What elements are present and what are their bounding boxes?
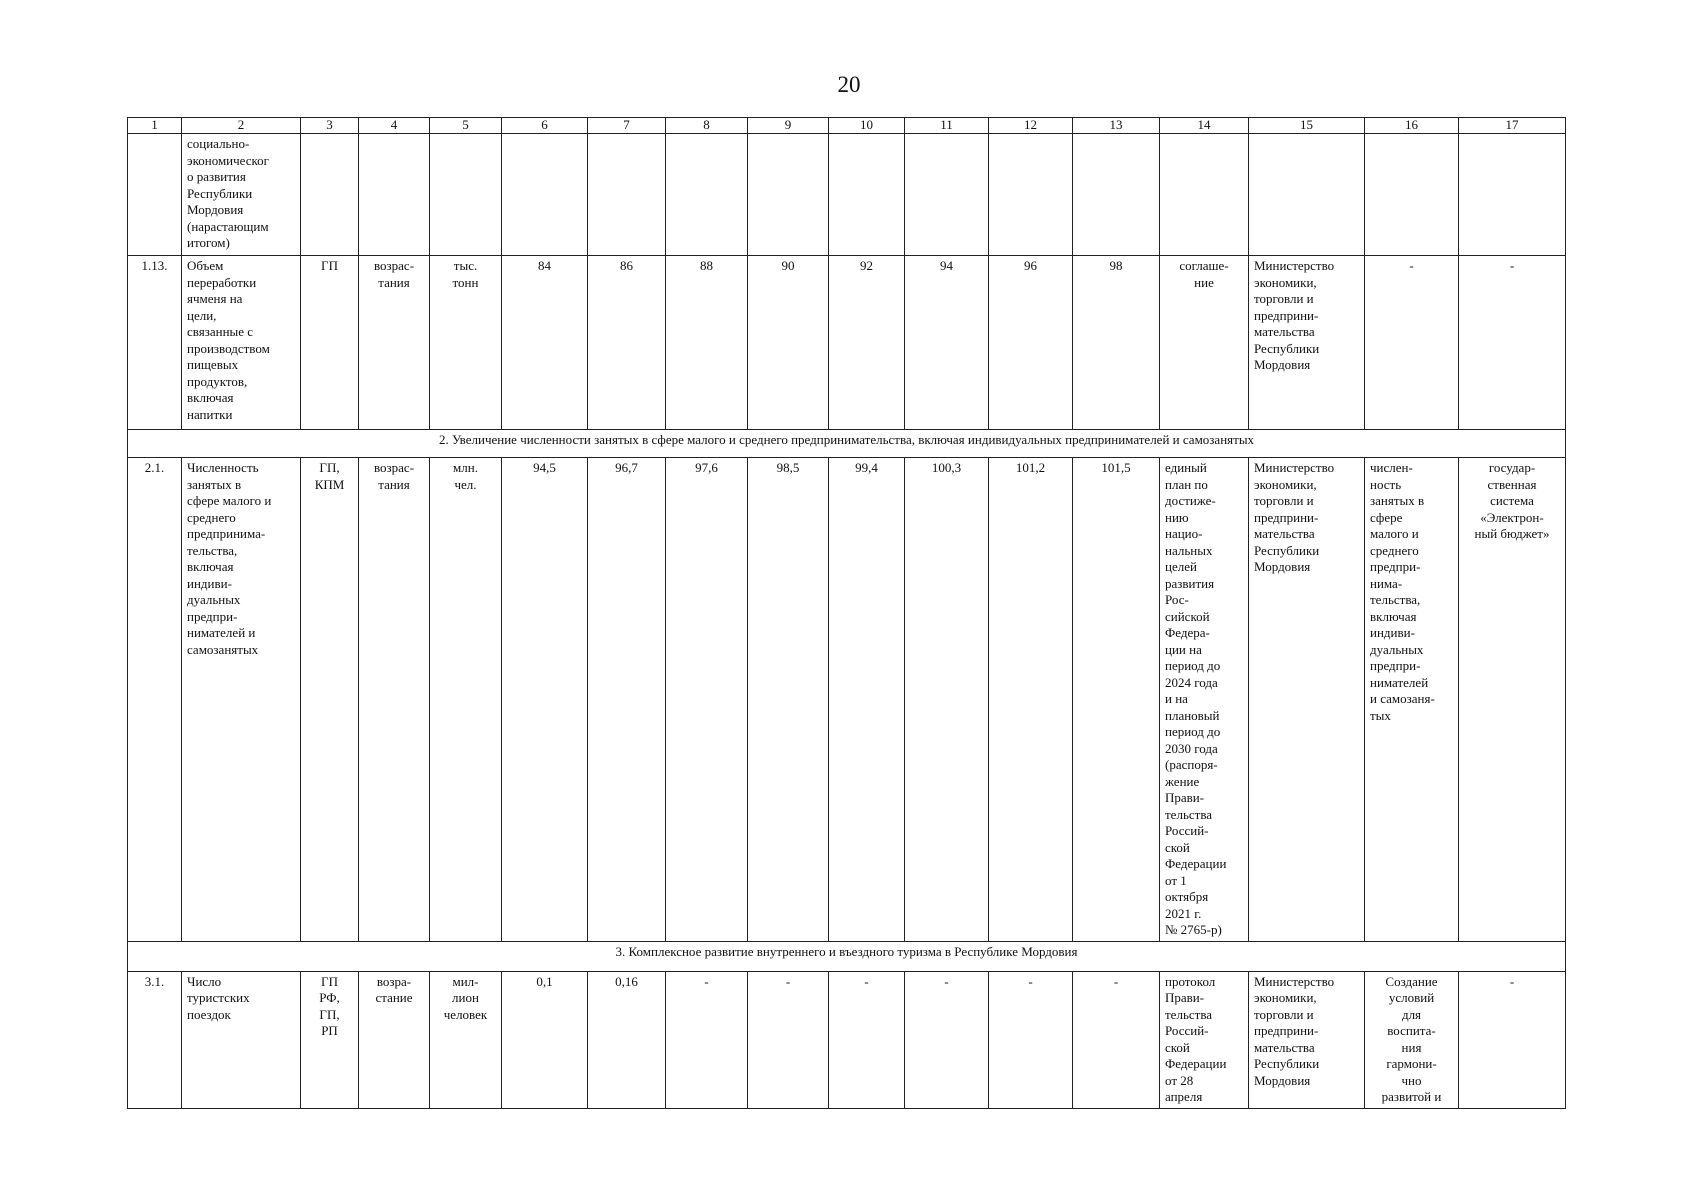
header-cell: 1: [128, 118, 182, 134]
header-cell: 3: [301, 118, 359, 134]
header-cell: 9: [748, 118, 829, 134]
row-number: 2.1.: [128, 458, 182, 942]
header-cell: 5: [430, 118, 502, 134]
value-cell: 99,4: [829, 458, 905, 942]
header-cell: 6: [502, 118, 588, 134]
source-document: единый план по достиже- нию нацио- нальных целей развития Рос- сийской Федера- ции на период до 2024 года и на плановый период до 2030 года (распоря- жение Прави- тельства Россий- ской Федерации от 1 октября 2021 г. № 2765-р): [1165, 460, 1227, 937]
value-cell: -: [748, 971, 829, 1108]
header-cell: 10: [829, 118, 905, 134]
column-16-cell: числен- ность занятых в сфере малого и среднего предпри- нима- тельства, включая индиви- дуальных предпри- нимателей и самозаня- тых: [1370, 460, 1435, 723]
column-17-cell: -: [1459, 256, 1566, 430]
value-cell: 94: [905, 256, 989, 430]
row-number: 3.1.: [128, 971, 182, 1108]
value-cell: 88: [666, 256, 748, 430]
responsible-body: Министерство экономики, торговли и предприни- мательства Республики Мордовия: [1254, 258, 1335, 372]
column-17-cell: -: [1459, 971, 1566, 1108]
value-cell: 90: [748, 256, 829, 430]
value-cell: 101,5: [1073, 458, 1160, 942]
indicator-type: ГП РФ, ГП, РП: [319, 973, 340, 1038]
value-cell: 92: [829, 256, 905, 430]
value-cell: 94,5: [502, 458, 588, 942]
value-cell: 0,1: [502, 971, 588, 1108]
value-cell: 96,7: [588, 458, 666, 942]
value-cell: 84: [502, 256, 588, 430]
header-cell: 12: [989, 118, 1073, 134]
section-title: 3. Комплексное развитие внутреннего и въездного туризма в Республике Мордовия: [128, 941, 1566, 971]
indicator-name: Численность занятых в сфере малого и среднего предпринима- тельства, включая индиви- дуальных предпри- нимателей и самозанятых: [187, 460, 272, 657]
header-cell: 2: [182, 118, 301, 134]
indicator-trend: возра- стание: [375, 973, 413, 1005]
column-17-cell: государ- ственная система «Электрон- ный бюджет»: [1474, 460, 1550, 541]
table-row-1-13: [128, 256, 1566, 430]
indicator-unit: тыс. тонн: [452, 258, 479, 290]
header-cell: 8: [666, 118, 748, 134]
source-document: соглаше- ние: [1179, 258, 1229, 290]
value-cell: -: [666, 971, 748, 1108]
table-row-3-1: [128, 971, 1566, 1108]
indicator-trend: возрас- тания: [373, 460, 415, 492]
indicator-type: ГП: [321, 258, 338, 273]
header-row: [128, 118, 1566, 134]
header-cell: 11: [905, 118, 989, 134]
value-cell: 96: [989, 256, 1073, 430]
value-cell: 98,5: [748, 458, 829, 942]
value-cell: 100,3: [905, 458, 989, 942]
header-cell: 14: [1160, 118, 1249, 134]
value-cell: 98: [1073, 256, 1160, 430]
value-cell: 97,6: [666, 458, 748, 942]
indicator-name: Число туристских поездок: [187, 973, 250, 1022]
header-cell: 7: [588, 118, 666, 134]
header-cell: 15: [1249, 118, 1365, 134]
indicator-name: социально- экономическог о развития Республики Мордовия (нарастающим итогом): [187, 136, 270, 250]
value-cell: -: [989, 971, 1073, 1108]
header-cell: 4: [359, 118, 430, 134]
section-row-2: [128, 430, 1566, 458]
indicator-unit: мил- лион человек: [443, 973, 488, 1022]
value-cell: -: [1073, 971, 1160, 1108]
indicator-unit: млн. чел.: [453, 460, 478, 492]
indicator-type: ГП, КПМ: [314, 460, 345, 492]
column-16-cell: -: [1365, 256, 1459, 430]
value-cell: -: [829, 971, 905, 1108]
table-row-continuation: [128, 134, 1566, 256]
value-cell: -: [905, 971, 989, 1108]
indicator-name: Объем переработки ячменя на цели, связанные с производством пищевых продуктов, включая напитки: [187, 258, 270, 422]
header-cell: 13: [1073, 118, 1160, 134]
row-number: 1.13.: [128, 256, 182, 430]
column-16-cell: Создание условий для воспита- ния гармони- чно развитой и: [1381, 973, 1442, 1104]
value-cell: 86: [588, 256, 666, 430]
value-cell: 0,16: [588, 971, 666, 1108]
header-cell: 16: [1365, 118, 1459, 134]
responsible-body: Министерство экономики, торговли и предприни- мательства Республики Мордовия: [1254, 460, 1335, 574]
header-cell: 17: [1459, 118, 1566, 134]
section-title: 2. Увеличение численности занятых в сфере малого и среднего предпринимательства, включая индивидуальных предпринимателей и самозанятых: [128, 430, 1566, 458]
indicators-table: [127, 117, 1566, 1109]
page-number: 20: [837, 72, 861, 97]
section-row-3: [128, 941, 1566, 971]
responsible-body: Министерство экономики, торговли и предприни- мательства Республики Мордовия: [1254, 973, 1335, 1088]
value-cell: 101,2: [989, 458, 1073, 942]
source-document: протокол Прави- тельства Россий- ской Федерации от 28 апреля: [1165, 973, 1227, 1104]
indicator-trend: возрас- тания: [373, 258, 415, 290]
table-row-2-1: [128, 458, 1566, 942]
